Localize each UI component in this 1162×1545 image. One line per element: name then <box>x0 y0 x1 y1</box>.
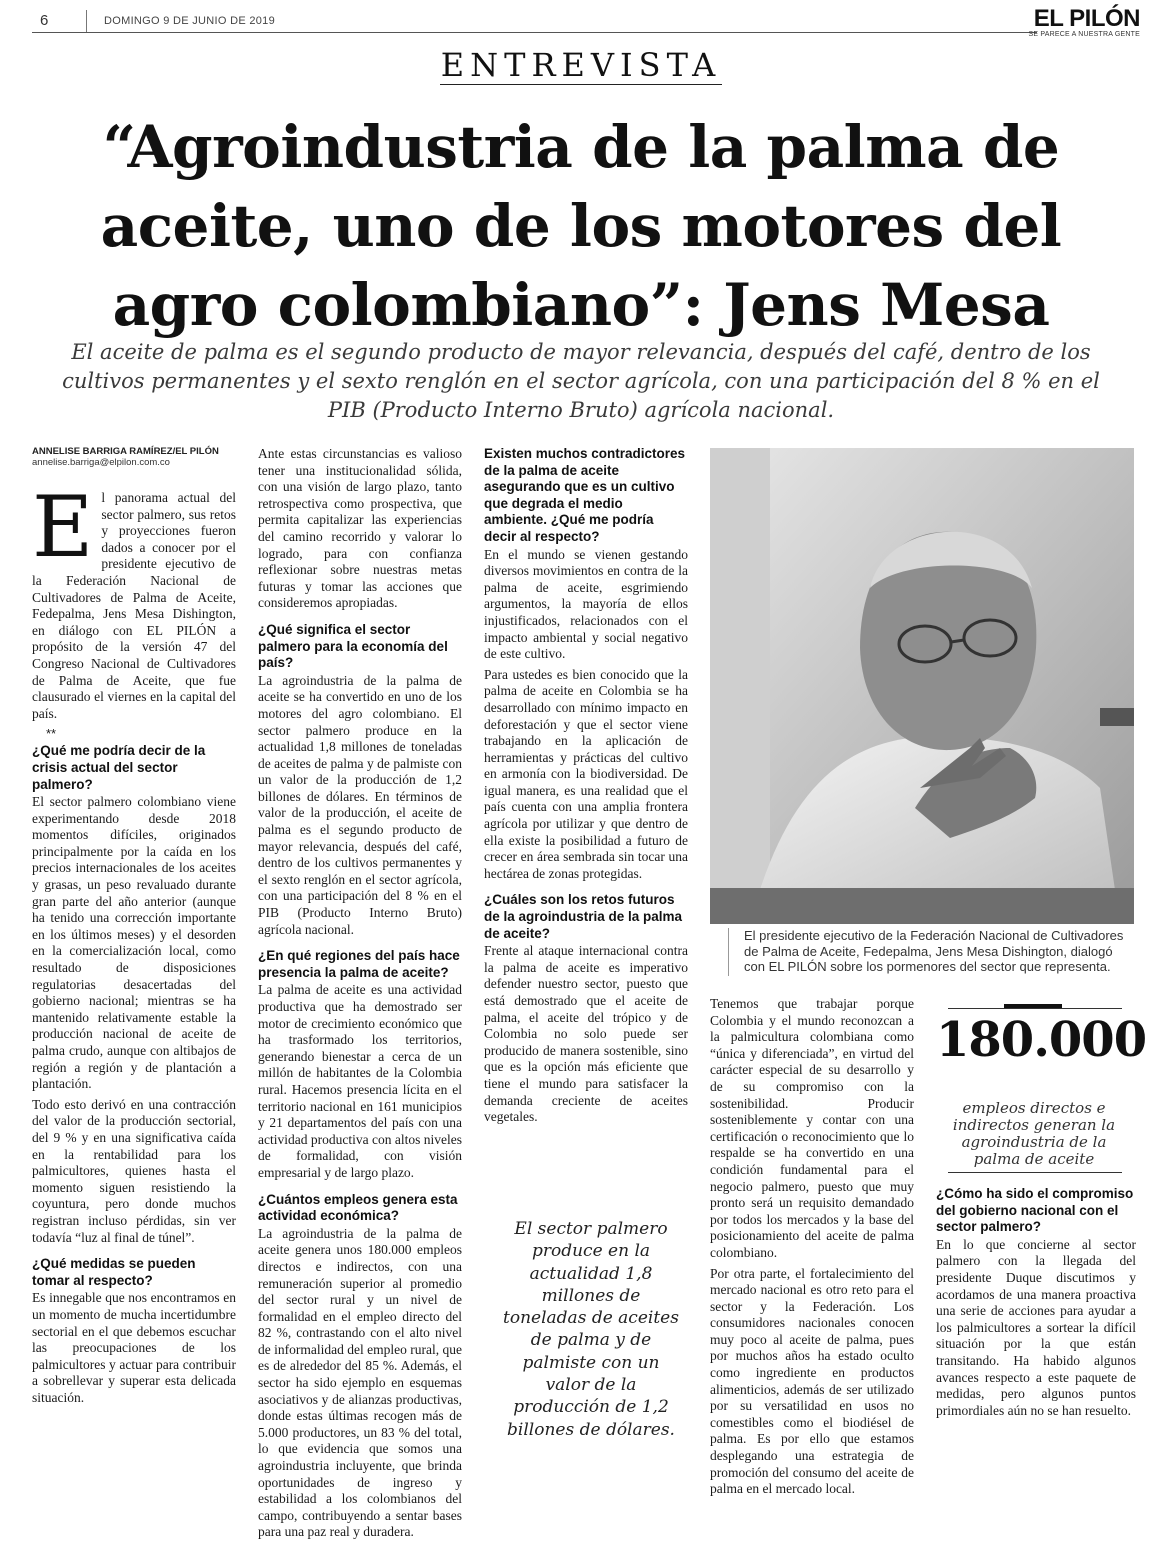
issue-date: DOMINGO 9 DE JUNIO DE 2019 <box>104 15 276 27</box>
question-heading: ¿Qué significa el sector palmero para la economía del país? <box>258 621 448 671</box>
answer-paragraph: Tenemos que trabajar porque Colombia y el mundo reconozcan a la palmicultura colombiana como “única y diferenciada”, en virtud del carácter especial de su desarrollo y de su compromiso con la sostenibilidad. Producir sosteniblemente y contar con una certificación o reconocimiento que lo respalde se ha convertido en una condición fundamental para el negocio palmero, puesto que muy pronto será un requisito demandado por todos los mercados y la base del posicionamiento del aceite de palma colombiano. <box>710 996 914 1260</box>
photo-caption: El presidente ejecutivo de la Federación Nacional de Cultivadores de Palma de Aceite, Fedepalma, Jens Mesa Dishington, dialogó con EL PILÓN sobre los pormenores del sector que representa. <box>744 928 1124 975</box>
article-intro <box>32 478 236 722</box>
headline: “Agroindustria de la palma de aceite, uno de los motores del agro colombiano”: Jens Mesa <box>100 113 1062 339</box>
logo-name: EL PILÓN <box>1033 5 1140 32</box>
stat-number: 180.000 <box>936 1012 1147 1068</box>
answer-paragraph: La agroindustria de la palma de aceite genera unos 180.000 empleos directos e indirectos, con una remuneración superior al promedio del sector rural y un nivel de formalidad en el empleo directo del 82 %, contrastando con el alto nivel de informalidad del empleo rural, que es de alrededor del 85 %. Además, el sector ha sido ejemplo en esquemas asociativos y de alianzas productivas, donde estas últimas recogen más de 5.000 productores, un 83 % del total, lo que evidencia que somos una agroindustria incluyente, que brinda oportunidades de ingreso y estabilidad a los colombianos del campo, contribuyendo a sentar bases para una paz real y duradera. <box>258 1225 462 1540</box>
answer-paragraph: En lo que concierne al sector palmero con la llegada del presidente Duque discutimos y acordamos de una manera proactiva una serie de acciones para ayudar a los palmicultores a sortear la difícil situación por la que están transitando. Ha habido algunos avances respecto a este paquete de medidas, pero algunos puntos primordiales aún no se han resuelto. <box>936 1236 1136 1418</box>
byline-author: ANNELISE BARRIGA RAMÍREZ/EL PILÓN <box>32 446 219 457</box>
interview-photo <box>710 448 1134 924</box>
answer-paragraph: Ante estas circunstancias es valioso tener una institucionalidad sólida, con una visión de largo plazo, tanto retrospectiva como prospectiva, que permita capitalizar las experiencias del camino recorrido y valorar lo logrado, para con confianza reflexionar sobre nuestras metas futuras y tomar las acciones que consideremos apropiadas. <box>258 446 462 611</box>
header-divider <box>86 10 87 32</box>
section-rule <box>440 84 722 85</box>
article-column-1 <box>32 446 236 1410</box>
question-heading: ¿Cuáles son los retos futuros de la agroindustria de la palma de aceite? <box>484 892 683 941</box>
pull-quote: El sector palmero produce en la actualidad 1,8 millones de toneladas de aceites de palma y de palmiste con un valor de la producción de 1,2 billones de dólares. <box>503 1219 679 1440</box>
section-label: ENTREVISTA <box>440 46 722 84</box>
deck: El aceite de palma es el segundo producto de mayor relevancia, después del café, dentro de los cultivos permanentes y el sexto renglón en el sector agrícola, con una participación del 8 % en el PIB (Producto Interno Bruto) agrícola nacional. <box>62 340 1100 422</box>
question-heading: ¿En qué regiones del país hace presencia la palma de aceite? <box>258 948 460 980</box>
question-heading: ¿Cómo ha sido el compromiso del gobierno nacional con el sector palmero? <box>936 1186 1134 1235</box>
answer-paragraph: Todo esto derivó en una contracción del valor de la producción sectorial, del 9 % y en una significativa caída en la rentabilidad para los palmicultores, quienes hasta el momento siguen resistiendo la coyuntura, pero donde muchos registran incluso pérdidas, sin ver todavía “luz al final de túnel”. <box>32 1096 236 1245</box>
stat-description: empleos directos e indirectos generan la agroindustria de la palma de aceite <box>952 1099 1116 1168</box>
intro-text: l panorama actual del sector palmero, sus retos y proyecciones fueron dados a conocer por el presidente ejecutivo de la Federación Nacional de Cultivadores de Palma de Aceite, Fedepalma, Jens Mesa Dishington, en diálogo con EL PILÓN a propósito de la versión 47 del Congreso Nacional de Cultivadores de Palma de Aceite, que fue clausurado el viernes en la capital del país. <box>32 490 236 721</box>
byline-email: annelise.barriga@elpilon.com.co <box>32 457 170 468</box>
article-column-5 <box>936 1180 1136 1423</box>
header-rule <box>32 32 1037 33</box>
answer-paragraph: Es innegable que nos encontramos en un momento de mucha incertidumbre sectorial en el que debemos escuchar las preocupaciones de los palmicultores y actuar para contribuir a sobrellevar y superar esta delicada situación. <box>32 1290 236 1405</box>
logo-slogan: SE PARECE A NUESTRA GENTE <box>1028 31 1140 38</box>
answer-paragraph: Frente al ataque internacional contra la palma de aceite es imperativo defender nuestro sector, puesto que está demostrado que el aceite de palma, el aceite del trópico y de Colombia no solo puede ser producido de manera sostenible, sino que es la opción más eficiente que tiene el mundo para satisfacer la demanda creciente de aceites vegetales. <box>484 943 688 1125</box>
section-separator: ** <box>46 726 57 742</box>
answer-paragraph: La agroindustria de la palma de aceite se ha convertido en uno de los motores del agro colombiano. El sector palmero produce en la actualidad 1,8 millones de toneladas de aceites de palma y de palmiste con un valor de la producción de 1,2 billones de dólares. En términos de valor de la producción, el aceite de palma es el segundo producto de mayor relevancia, después del café, dentro de los cultivos permanentes y el sexto renglón en el sector agrícola, con una participación del 8 % en el PIB (Producto Interno Bruto) agrícola nacional. <box>258 672 462 937</box>
question-heading: ¿Qué medidas se pueden tomar al respecto? <box>32 1256 196 1288</box>
drop-cap: E <box>32 478 94 576</box>
stat-rule-top <box>948 1008 1122 1009</box>
answer-paragraph: La palma de aceite es una actividad productiva que ha demostrado ser motor de crecimiento económico que ha trasformado los territorios, generando bienestar a cerca de un millón de habitantes de la Colombia rural. Hacemos presencia lícita en el territorio nacional en 161 municipios y 21 departamentos del país con una actividad productiva con altos niveles de formalidad, con visión empresarial y de largo plazo. <box>258 982 462 1180</box>
newspaper-logo <box>1029 7 1140 38</box>
stat-rule-accent <box>1004 1004 1062 1008</box>
stat-rule-bottom <box>948 1172 1122 1173</box>
article-column-3 <box>484 446 688 1130</box>
question-heading: ¿Cuántos empleos genera esta actividad económica? <box>258 1191 458 1224</box>
question-heading: Existen muchos contradictores de la palma de aceite asegurando que es un cultivo que degrada el medio ambiente. ¿Qué me podría decir al respecto? <box>484 446 686 544</box>
caption-rule <box>728 928 729 976</box>
question-heading: ¿Qué me podría decir de la crisis actual del sector palmero? <box>32 743 206 792</box>
answer-paragraph: Para ustedes es bien conocido que la palma de aceite en Colombia se ha desarrollado con mínimo impacto en deforestación y que el sector viene trabajando en la aplicación de herramientas y prácticas del cultivo en armonía con la biodiversidad. De igual manera, es una realidad que el país cuenta con una amplia frontera agrícola por utilizar y que dentro de ella existe la posibilidad a futuro de crecer en área sembrada sin tocar una hectárea de zonas protegidas. <box>484 666 688 881</box>
answer-paragraph: Por otra parte, el fortalecimiento del mercado nacional es otro reto para el sector y la Federación. Los consumidores nacionales conocen muy poco al aceite de palma, pues por muchos años ha estado oculto como ingrediente en productos alimenticios, además de ser utilizado por su versatilidad en usos no comestibles como el biodiésel de palma. Es por ello que estamos desplegando una estrategia de promoción del consumo del aceite de palma en el mercado local. <box>710 1265 914 1497</box>
answer-paragraph: El sector palmero colombiano viene experimentando desde 2018 momentos difíciles, originados principalmente por la caída en los precios internacionales de los aceites y grasas, un peso revaluado durante gran parte del año anterior (aunque ha tenido una corrección importante en los últimos meses) y el desorden en la comercialización local, como resultado de disposiciones regulatorias desacertadas del gobierno nacional; mientras se ha mantenido relativamente estable la producción nacional de aceite de palma crudo, aunque con altibajos de región a región y de plantación a plantación. <box>32 794 236 1092</box>
page-header <box>32 5 1142 38</box>
page-number: 6 <box>40 12 49 29</box>
article-column-4 <box>710 996 914 1502</box>
answer-paragraph: En el mundo se vienen gestando diversos movimientos en contra de la palma de aceite, esgrimiendo argumentos, la mayoría de ellos injustificados, relacionados con el impacto ambiental y social negativo de este cultivo. <box>484 546 688 662</box>
article-column-2 <box>258 446 462 1545</box>
